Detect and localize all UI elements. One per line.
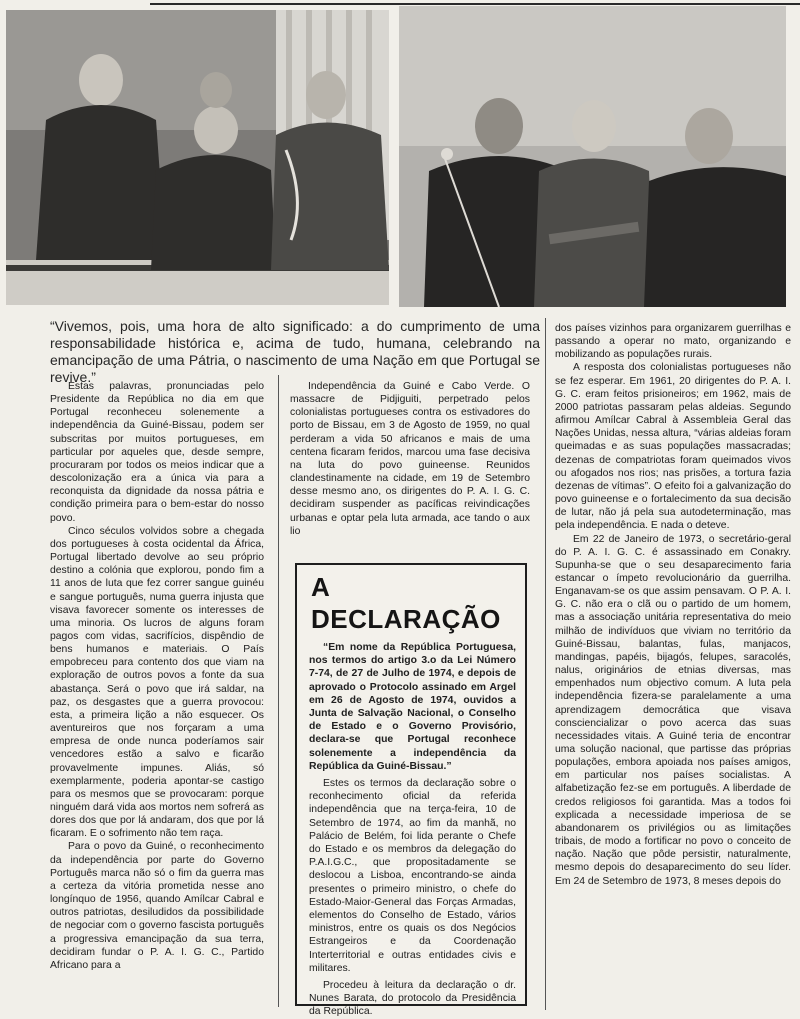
paragraph: A resposta dos colonialistas portugueses não se fez esperar. Em 1961, 20 dirigentes do P. A. I. G. C. eram feitos prisioneiros; em 1962, mais de 2000 patriotas passaram pelas aldeias. Segundo afirmou Amílcar Cabral à Assembleia Geral das Nações Unidas, nessa altura, “várias aldeias foram queimadas e as suas populações massacradas; dezenas de compatriotas foram queimados vivos ou afogados nos rios; nas prisões, a tortura fazia dezenas de vítimas”. O efeito foi a galvanização do povo guineense e o fortalecimento da sua decisão de lutar, não já pela sua autodeterminação, mas pela independência. E nada o deteve. [555, 362, 791, 532]
declaration-body [309, 641, 516, 1019]
article-column-1 [50, 380, 264, 972]
column-rule [278, 375, 279, 1007]
handover-photo [399, 6, 786, 307]
paragraph: Estas palavras, pronunciadas pelo Presidente da República no dia em que Portugal reconheceu solenemente a independência da Guiné-Bissau, podem ser subscritas por muitos portugueses, em particular por aqueles que, desde sempre, procuraram por todos os meios indicar que a descolonização era a única via para a reconquista da dignidade da nossa pátria e condição primeira para o bem-estar do nosso povo. [50, 381, 264, 524]
paragraph: dos países vizinhos para organizarem guerrilhas e passando a operar no mato, organizando e mobilizando as populações rurais. [555, 323, 791, 361]
declaration-box [295, 563, 527, 1018]
paragraph: Independência da Guiné e Cabo Verde. O massacre de Pidjiguiti, perpetrado pelos colonialistas portugueses contra os estivadores do porto de Bissau, em 3 de Agosto de 1959, no qual perderam a vida 50 africanos e mais de uma centena ficaram feridos, marcou uma fase decisiva na luta do povo guineense. Reunidos clandestinamente na cidade, em 19 de Setembro desse mesmo ano, os dirigentes do P. A. I. G. C. decidiram suspender as pacíficas reivindicações urbanas e optar pela luta armada, ace tando o aux lio [290, 381, 530, 537]
pull-quote: “Vivemos, pois, uma hora de alto significado: a do cumprimento de uma responsabilidade histórica e, acima de tudo, humana, celebrando na emancipação de uma Pátria, o nascimento de uma Nação em que Portugal se revive.” [50, 318, 540, 385]
article-column-2 [290, 380, 530, 538]
signing-photo [6, 10, 389, 305]
paragraph: Cinco séculos volvidos sobre a chegada dos portugueses à costa ocidental da África, Portugal libertado devolve ao seu próprio destino a colónia que explorou, pondo fim a 11 anos de luta que fez correr sangue guinéu e sangue português, numa guerra injusta que visava favorecer somente os interesses de uma minoria. Os lucros de alguns foram pagos com vidas, sacrifícios, dispêndio de bens humanos e materiais. O País empobreceu para contento dos que viam na exploração de outros povos a fonte da sua abastança. Será o povo que irá saldar, na paz, os desgastes que a guerra provocou: esta, a primeira lição a não esquecer. Os aventureiros que nos forçaram a uma empresa de onde nunca poderíamos sair vencedores estão a salvo e ficarão provavelmente impunes. Aliás, só exemplarmente, poderia apontar-se castigo para os mesmos que se provocaram: porque ninguém dará vida aos mortos nem sofrerá as dores dos que por lá andaram, dos que por lá ficaram. E o sofrimento não tem raça. [50, 525, 264, 840]
top-rule [150, 3, 800, 5]
paragraph: Estes os termos da declaração sobre o reconhecimento oficial da referida independência que na terça-feira, 10 de Setembro de 1974, ao fim da manhã, no Palácio de Belém, foi lida perante o Chefe do Estado e os membros da delegação do P.A.I.G.C., que propositadamente se deslocou a Lisboa, encontrando-se ainda presentes o primeiro ministro, o chefe do Estado-Maior-General das Forças Armadas, elementos do Conselho de Estado, vários ministros, entre os quais os dos Negócios Estrangeiros e da Coordenação Interterritorial e outras entidades civis e militares. [309, 778, 516, 974]
paragraph: Em 22 de Janeiro de 1973, o secretário-geral do P. A. I. G. C. é assassinado em Conakry. Supunha-se que o seu desaparecimento faria estancar o ímpeto revolucionário da guerrilha. Enganavam-se os que assim pensavam. O P. A. I. G. C. não era o clã ou o partido de um homem, mas a associação unitária representativa do meio milhão de indivíduos que viviam no território da Guiné-Bissau, balantas, fulas, manjacos, mandingas, papéis, bijagós, felupes, saracolés, nalus, originários de etnias diversas, mas empenhados num objectivo comum. A luta pela independência fizera-se paralelamente a uma aprendizagem democrática que visava consciencializar o povo acerca das suas necessidades vitais. A Guiné teria de encontrar uma solução nacional, que partisse das próprias populações, embora apoiada nos países amigos, em particular nos países socialistas. A alfabetização fez-se em português. A liberdade de credos religiosos foi garantida. Mas a todos foi explicada a necessidade imperiosa de se abandonarem os privilégios ou as limitações tribais, de modo a fortificar no povo o conceito de nação. Nação que pôde persistir, naturalmente, mesmo depois do desaparecimento do seu líder. Em 24 de Setembro de 1973, 8 meses depois do [555, 533, 791, 887]
paragraph: Procedeu à leitura da declaração o dr. Nunes Barata, do protocolo da Presidência da República. [309, 980, 516, 1018]
declaration-text: “Em nome da República Portuguesa, nos termos do artigo 3.o da Lei Número 7-74, de 27 de Julho de 1974, e depois de aprovado o Protocolo assinado em Argel em 26 de Agosto de 1974, ouvidos a Junta de Salvação Nacional, o Conselho de Estado e o Governo Provisório, declara-se que Portugal reconhece solenemente a independência da República da Guiné-Bissau.” [309, 642, 516, 772]
paragraph: Para o povo da Guiné, o reconhecimento da independência por parte do Governo Português marca não só o fim da guerra mas a certeza da vitória prometida nesse ano longínquo de 1956, quando Amílcar Cabral e outros patriotas, desiludidos da possibilidade de negociar com o governo fascista português a progressiva emancipação da sua terra, decidiram fundar o P. A. I. G. C., Partido Africano para a [50, 841, 264, 971]
column-rule [545, 318, 546, 1010]
article-column-3 [555, 322, 791, 888]
declaration-title: A DECLARAÇÃO [311, 572, 501, 634]
